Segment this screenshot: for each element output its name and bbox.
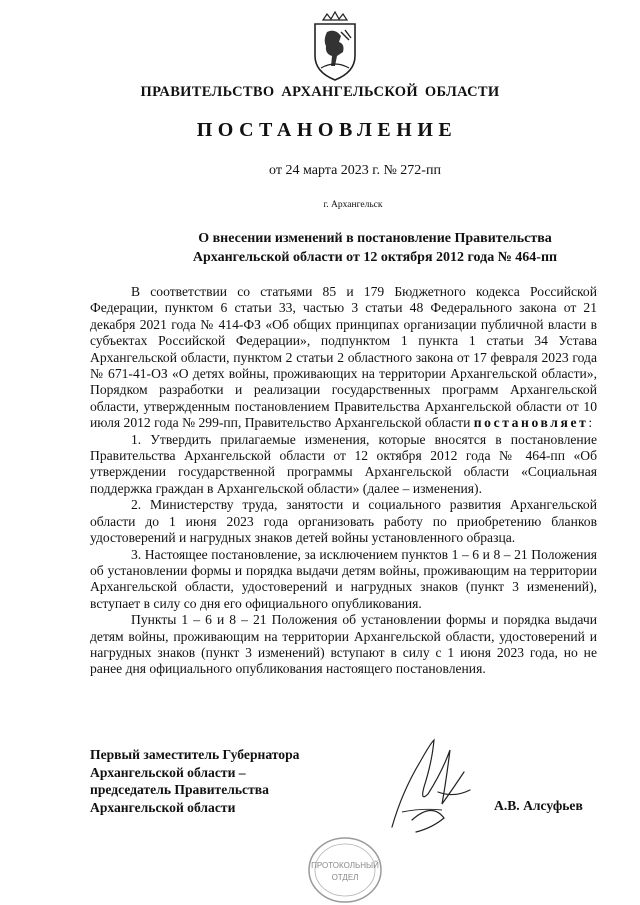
stamp-line-1: ПРОТОКОЛЬНЫЙ: [311, 861, 379, 870]
signatory-position: [90, 746, 299, 816]
date-number: от 24 марта 2023 г. № 272-пп: [269, 163, 441, 178]
item-paragraph-4: Пункты 1 – 6 и 8 – 21 Положения об установлении формы и порядка выдачи детям войны, проживающим на территории Архангельской области, удостоверений и нагрудных знаков (пункт 3 изменений) вступают в силу с 1 июня 2023 года, но не ранее дня официального опубликования настоящего постановления.: [90, 612, 597, 677]
round-stamp: [306, 835, 384, 905]
resolves-colon: :: [588, 415, 593, 431]
handwritten-signature: [372, 732, 482, 842]
item-paragraph-3: 3. Настоящее постановление, за исключением пунктов 1 – 6 и 8 – 21 Положения об установлении формы и порядка выдачи детям войны, проживающим на территории Архангельской области, удостоверений и нагрудных знаков (пункт 3 изменений), вступает в силу со дня его официального опубликования.: [90, 546, 597, 611]
position-line-2: Архангельской области –: [90, 764, 246, 780]
item-paragraph-1: 1. Утвердить прилагаемые изменения, которые вносятся в постановление Правительства Архангельской области от 12 октября 2012 года № 464-пп «Об утверждении государственной программы Архангельской области «Социальная поддержка граждан в Архангельской области» (далее – изменения).: [90, 431, 597, 496]
preamble-text: В соответствии со статьями 85 и 179 Бюджетного кодекса Российской Федерации, пунктом 6 статьи 33, частью 3 статьи 48 Федерального закона от 21 декабря 2021 года № 414-ФЗ «Об общих принципах организации публичной власти в субъектах Российской Федерации», подпунктом 1 пункта 1 статьи 34 Устава Архангельской области, пунктом 2 статьи 2 областного закона от 17 февраля 2023 года № 671-41-ОЗ «О детях войны, проживающих на территории Архангельской области», Порядком разработки и реализации государственных программ Архангельской области, утвержденным постановлением Правительства Архангельской области от 10 июля 2012 года № 299-пп, Правительство Архангельской области: [90, 284, 597, 431]
document-title: [80, 229, 620, 267]
position-line-1: Первый заместитель Губернатора: [90, 747, 300, 762]
title-line-2: Архангельской области от 12 октября 2012 года № 464-пп: [192, 250, 558, 265]
signatory-name: А.В. Алсуфьев: [494, 798, 583, 813]
coat-of-arms-icon: [311, 10, 359, 82]
document-body: [90, 284, 597, 678]
stamp-line-2: ОТДЕЛ: [331, 873, 359, 882]
document-type: ПОСТАНОВЛЕНИЕ: [196, 119, 458, 141]
item-paragraph-2: 2. Министерству труда, занятости и социального развития Архангельской области до 1 июня 2023 года организовать работу по приобретению бланков удостоверений и нагрудных знаков детей войны установленного образца.: [90, 497, 597, 546]
preamble-paragraph: [90, 284, 597, 432]
title-line-1: О внесении изменений в постановление Правительства: [198, 231, 552, 246]
organization-name: ПРАВИТЕЛЬСТВО АРХАНГЕЛЬСКОЙ ОБЛАСТИ: [140, 84, 500, 100]
position-line-3: председатель Правительства: [90, 782, 269, 797]
position-line-4: Архангельской области: [90, 799, 236, 815]
city: г. Архангельск: [323, 200, 383, 210]
resolves-word: постановляет: [473, 415, 589, 431]
